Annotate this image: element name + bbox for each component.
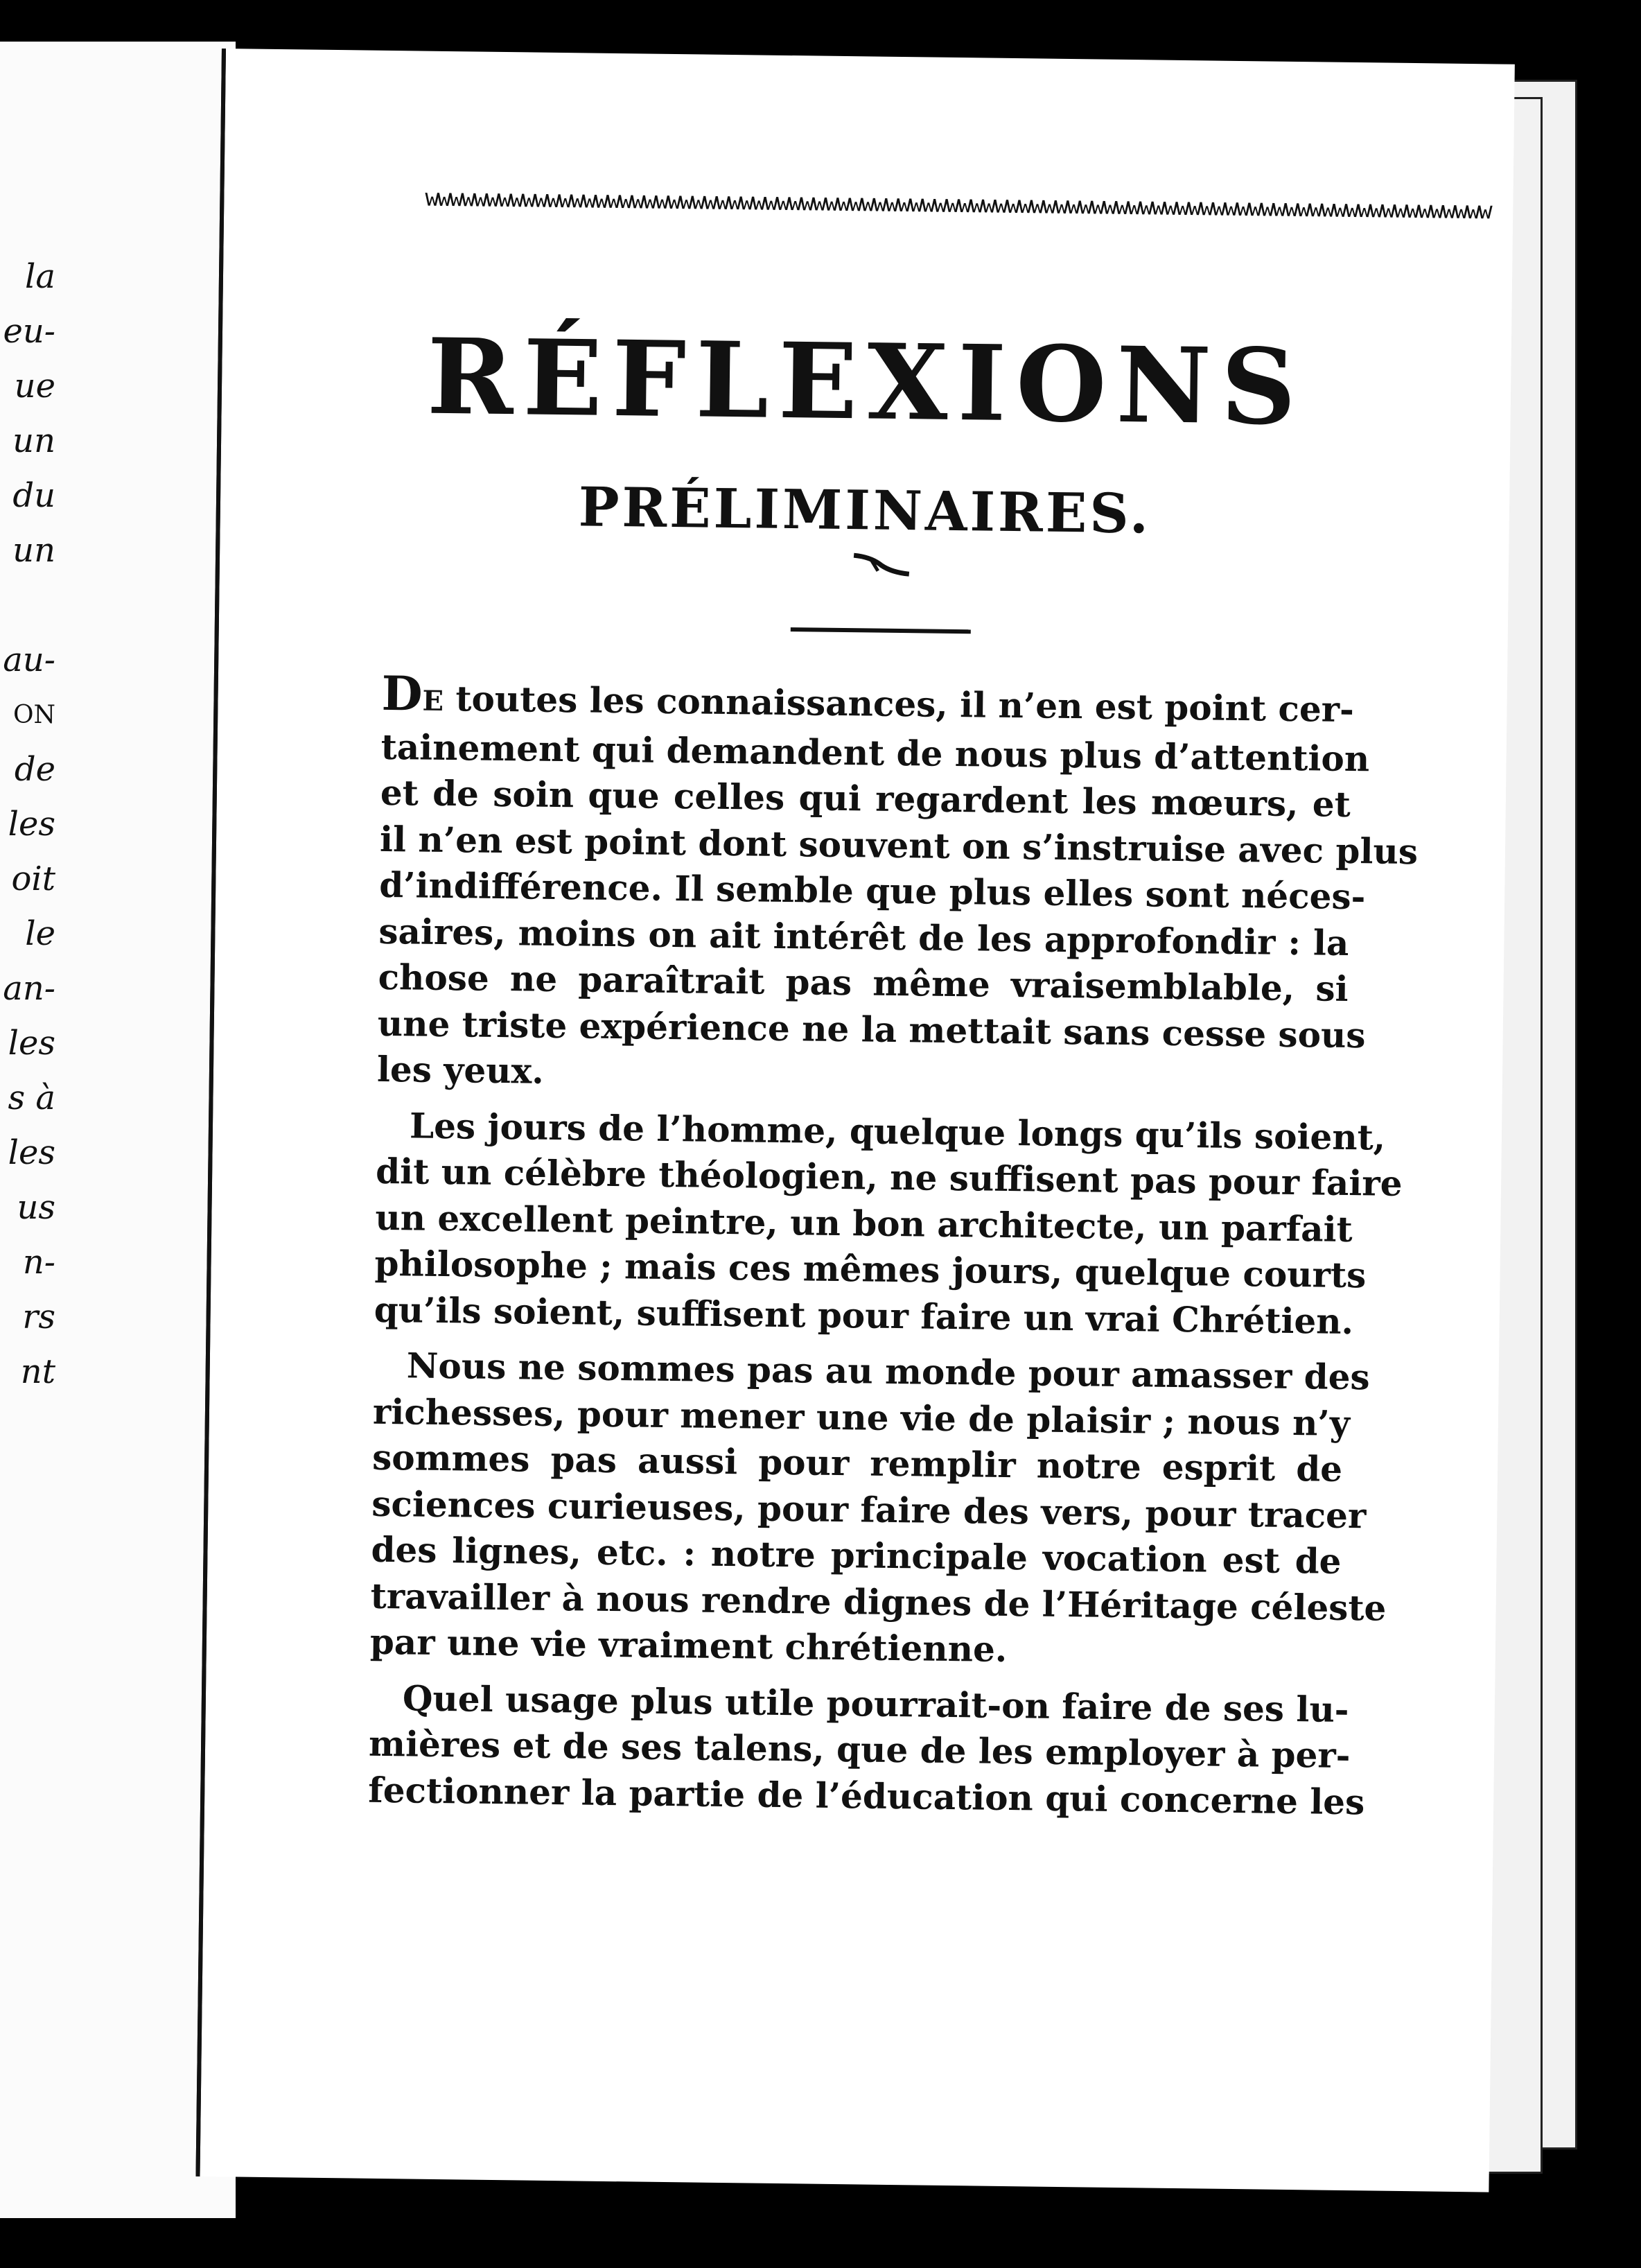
text-line: travailler à nous rendre dignes de l’Héritage céleste xyxy=(370,1575,1387,1629)
text-line: sciences curieuses, pour faire des vers, pour tracer xyxy=(371,1483,1367,1536)
text-line: saires, moins on ait intérêt de les approfondir : la xyxy=(378,910,1349,963)
margin-word: un xyxy=(12,421,55,460)
text-line: une triste expérience ne la mettait sans cesse sous xyxy=(377,1002,1366,1056)
left-page-text-fragments xyxy=(0,250,55,1399)
margin-word xyxy=(0,578,55,633)
text-line: fectionner la partie de l’éducation qui concerne les xyxy=(367,1769,1365,1822)
text-line: tainement qui demandent de nous plus d’attention xyxy=(380,726,1370,779)
margin-word: us xyxy=(17,1188,55,1227)
paragraph xyxy=(376,665,1419,1105)
margin-word: oit xyxy=(11,860,55,898)
margin-word: au- xyxy=(3,640,55,679)
margin-word: an- xyxy=(3,969,55,1008)
text-line: Nous ne sommes pas au monde pour amasser des xyxy=(406,1345,1371,1398)
margin-word: n- xyxy=(22,1243,55,1282)
text-line: il n’en est point dont souvent on s’instruise avec plus xyxy=(379,818,1419,872)
main-page xyxy=(195,49,1514,2192)
paragraph xyxy=(367,1675,1365,1825)
margin-word: nt xyxy=(20,1352,55,1391)
text-line: et de soin que celles qui regardent les mœurs, et xyxy=(380,771,1351,825)
page-title: RÉFLEXIONS xyxy=(426,315,1307,449)
paragraph xyxy=(369,1343,1387,1677)
margin-word: les xyxy=(8,805,55,844)
text-line: mières et de ses talens, que de les employer à per- xyxy=(368,1722,1351,1777)
text-line: Quel usage plus utile pourrait-on faire de ses lu- xyxy=(402,1677,1349,1730)
drop-cap: D xyxy=(381,665,423,722)
margin-word: les xyxy=(8,1133,55,1172)
page-subtitle: PRÉLIMINAIRES. xyxy=(578,476,1152,546)
paragraph xyxy=(374,1102,1403,1345)
small-cap: E xyxy=(422,684,444,717)
flourish-ornament xyxy=(850,550,913,578)
title-rule xyxy=(791,627,971,634)
text-line-rest: toutes les connaissances, il n’en est point cer- xyxy=(455,678,1355,731)
text-line: un excellent peintre, un bon architecte, un parfait xyxy=(375,1196,1353,1250)
text-line: les yeux. xyxy=(376,1048,545,1092)
text-line: philosophe ; mais ces mêmes jours, quelque courts xyxy=(374,1242,1367,1296)
margin-word: ue xyxy=(14,367,55,405)
margin-word: la xyxy=(25,257,55,296)
text-line: par une vie vraiment chrétienne. xyxy=(369,1621,1008,1671)
text-line: d’indifférence. Il semble que plus elles sont néces- xyxy=(378,864,1366,918)
margin-word: de xyxy=(14,750,55,789)
body-text xyxy=(367,665,1419,1835)
margin-word: le xyxy=(25,914,55,953)
text-line: qu’ils soient, suffisent pour faire un vrai Chrétien. xyxy=(374,1289,1354,1342)
margin-word: un xyxy=(12,531,55,570)
text-line: richesses, pour mener une vie de plaisir ; nous n’y xyxy=(372,1390,1351,1444)
text-line: des lignes, etc. : notre principale vocation est de xyxy=(371,1528,1342,1582)
margin-word: eu- xyxy=(3,312,55,351)
text-line: dit un célèbre théologien, ne suffisent pas pour faire xyxy=(375,1150,1403,1204)
margin-word: du xyxy=(12,476,55,515)
text-line: Les jours de l’homme, quelque longs qu’ils soient, xyxy=(409,1104,1386,1158)
text-line: sommes pas aussi pour remplir notre esprit de xyxy=(371,1436,1343,1490)
ornamental-rule: wwwwwwwwwwwwwwwwwwwwwwwwwwwwwwwwwwwwwwwwwwwwwwwwwwwwwwwwwwwwwwwwwwwwwwwwwwwwwwwwwwwwwwww xyxy=(425,184,1491,225)
text-line: chose ne paraîtrait pas même vraisemblable, si xyxy=(378,956,1349,1009)
margin-word: les xyxy=(8,1024,55,1063)
margin-word: rs xyxy=(22,1298,55,1336)
margin-word: ON xyxy=(12,701,55,729)
margin-word: s à xyxy=(8,1079,55,1117)
